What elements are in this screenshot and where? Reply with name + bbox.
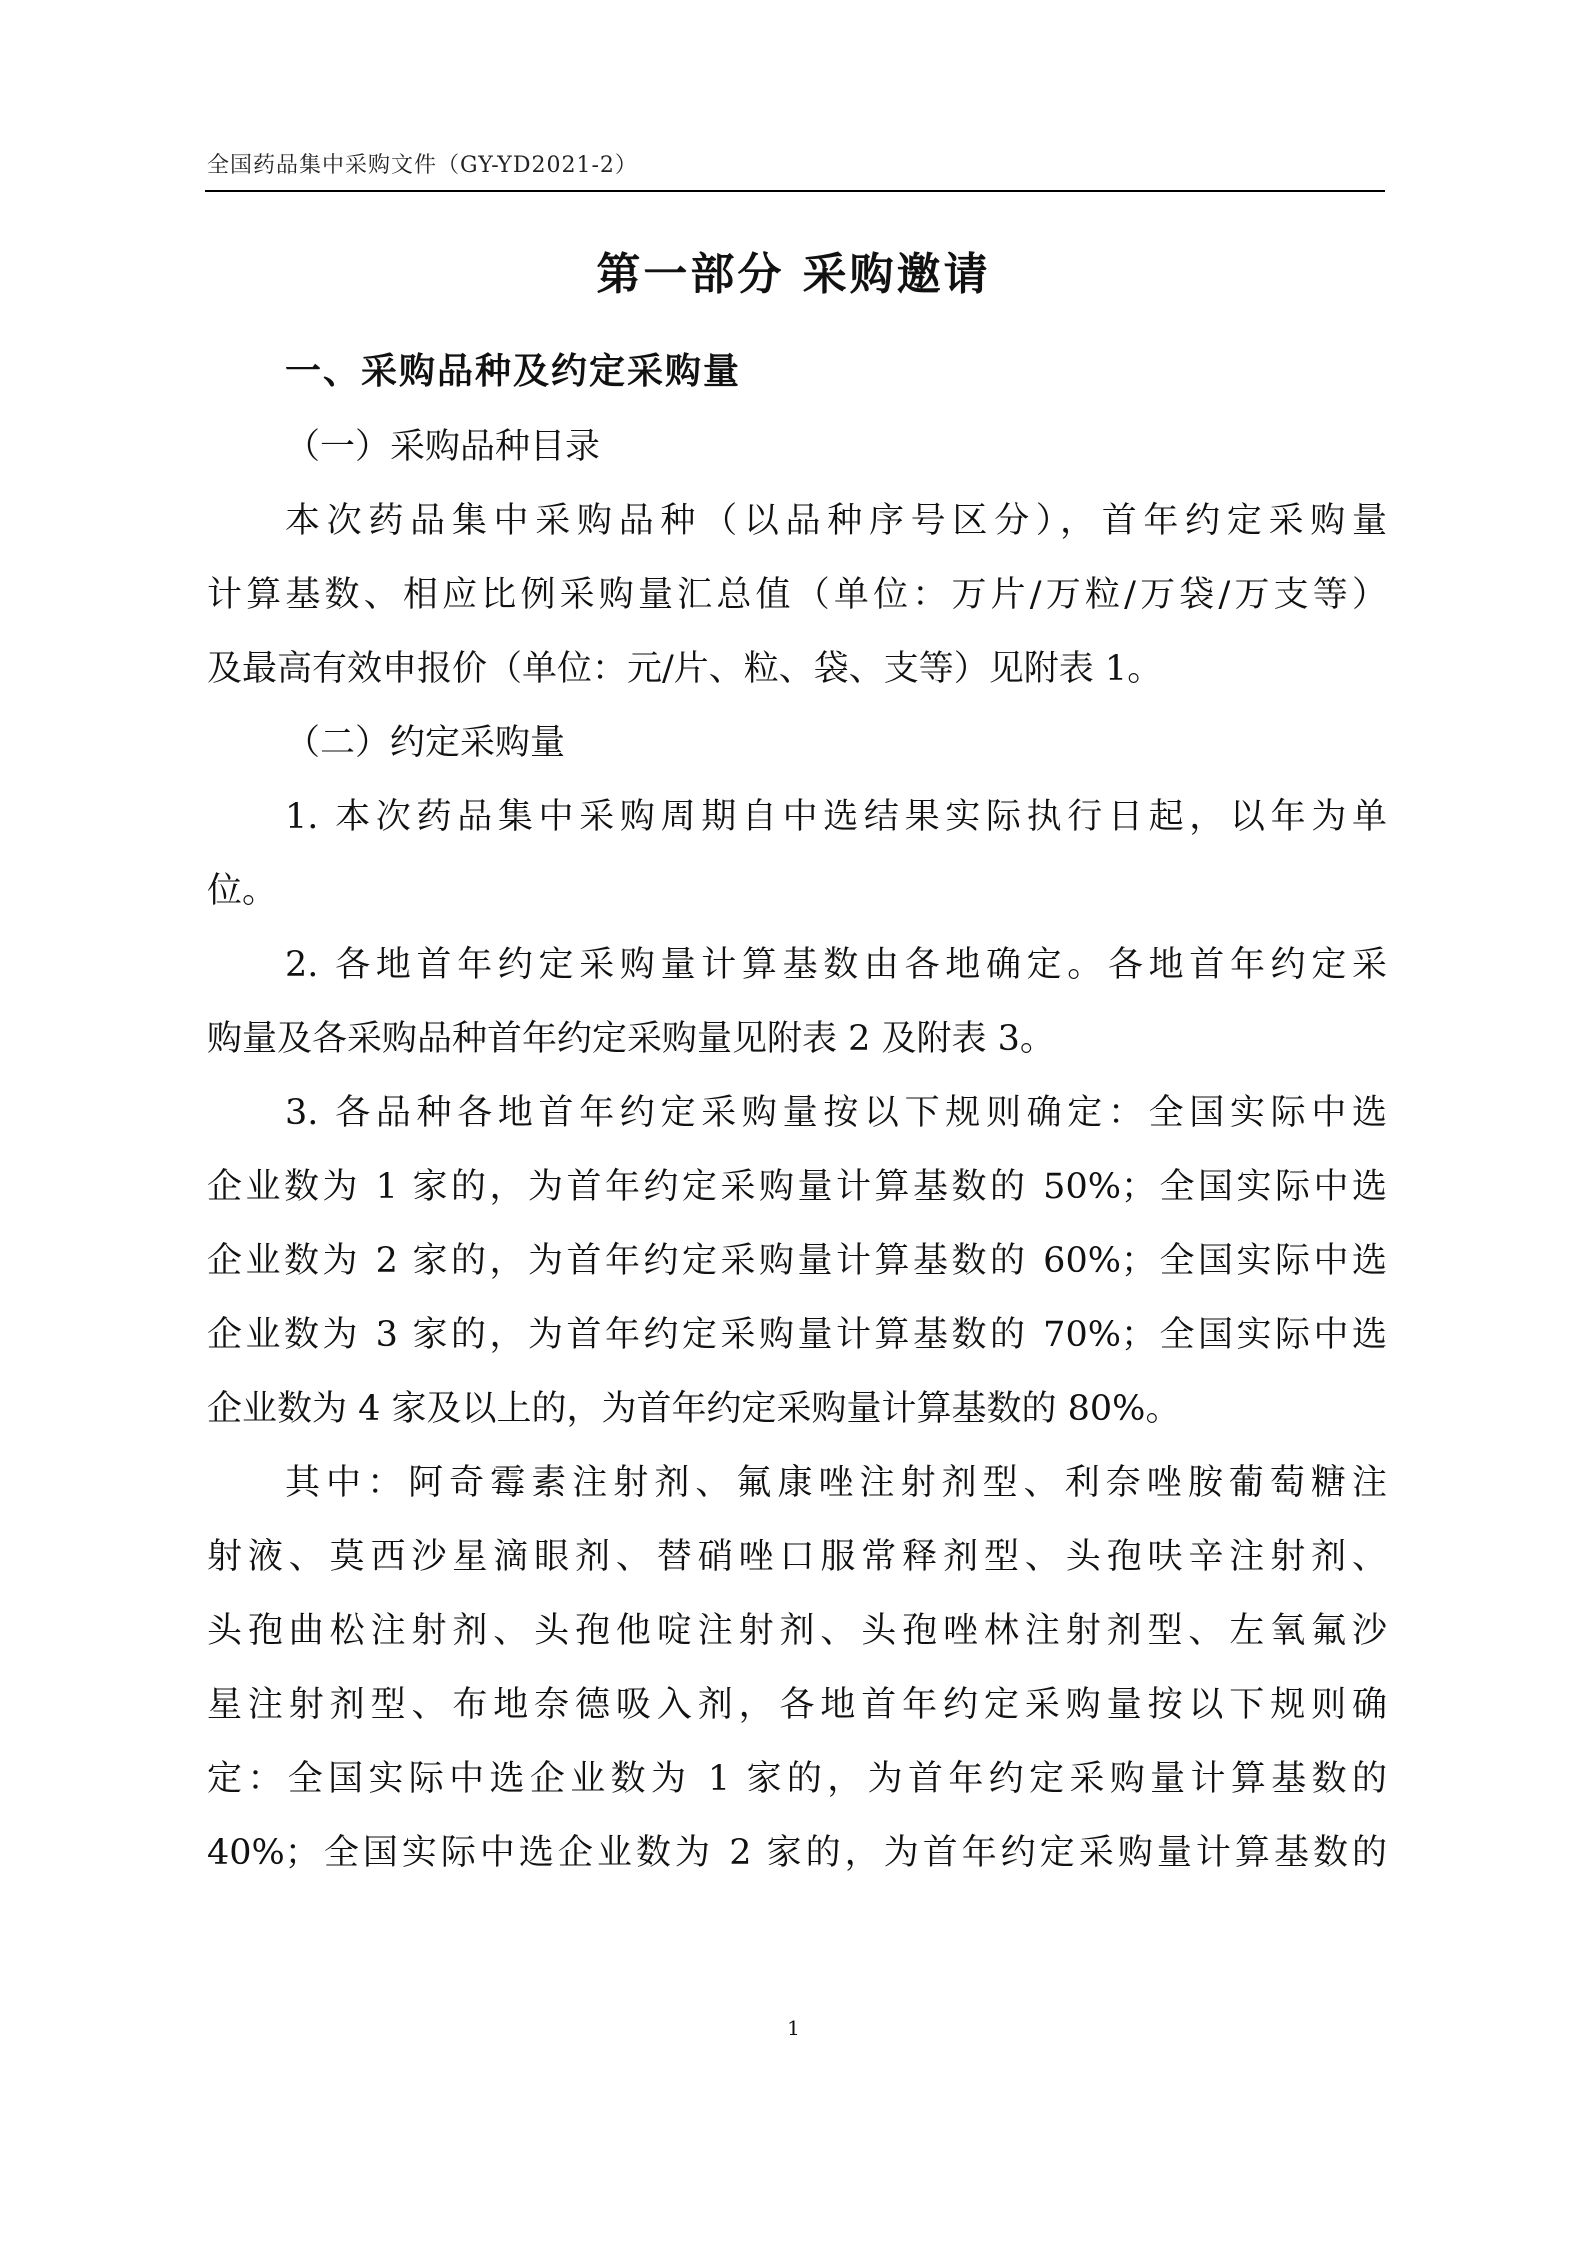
paragraph-line: 定：全国实际中选企业数为 1 家的，为首年约定采购量计算基数的 (207, 1759, 1387, 1799)
section-heading: 一、采购品种及约定采购量 (285, 351, 742, 392)
paragraph-line: 企业数为 1 家的，为首年约定采购量计算基数的 50%；全国实际中选 (207, 1167, 1387, 1207)
paragraph-line: 40%；全国实际中选企业数为 2 家的，为首年约定采购量计算基数的 (207, 1833, 1387, 1873)
paragraph-line: 2. 各地首年约定采购量计算基数由各地确定。各地首年约定采 (285, 945, 1387, 985)
paragraph-line: 星注射剂型、布地奈德吸入剂，各地首年约定采购量按以下规则确 (207, 1685, 1387, 1725)
paragraph-line: 头孢曲松注射剂、头孢他啶注射剂、头孢唑林注射剂型、左氧氟沙 (207, 1611, 1387, 1651)
paragraph-line: 企业数为 3 家的，为首年约定采购量计算基数的 70%；全国实际中选 (207, 1315, 1387, 1355)
paragraph-line: 企业数为 4 家及以上的，为首年约定采购量计算基数的 80%。 (207, 1389, 1181, 1429)
paragraph-line: 计算基数、相应比例采购量汇总值（单位：万片/万粒/万袋/万支等） (207, 575, 1387, 615)
paragraph-line: 购量及各采购品种首年约定采购量见附表 2 及附表 3。 (207, 1019, 1055, 1059)
paragraph-line: 及最高有效申报价（单位：元/片、粒、袋、支等）见附表 1。 (207, 649, 1163, 689)
running-header: 全国药品集中采购文件（GY-YD2021-2） (207, 153, 638, 178)
paragraph-line: 1. 本次药品集中采购周期自中选结果实际执行日起，以年为单 (285, 797, 1387, 837)
paragraph-line: 位。 (207, 871, 278, 911)
page-number: 1 (787, 2016, 800, 2040)
paragraph-line: 企业数为 2 家的，为首年约定采购量计算基数的 60%；全国实际中选 (207, 1241, 1387, 1281)
paragraph-line: 其中：阿奇霉素注射剂、氟康唑注射剂型、利奈唑胺葡萄糖注 (285, 1463, 1387, 1503)
paragraph-line: 本次药品集中采购品种（以品种序号区分），首年约定采购量 (285, 501, 1387, 541)
subsection-heading: （一）采购品种目录 (285, 427, 601, 467)
subsection-heading: （二）约定采购量 (285, 723, 566, 763)
paragraph-line: 射液、莫西沙星滴眼剂、替硝唑口服常释剂型、头孢呋辛注射剂、 (207, 1537, 1387, 1577)
header-divider (205, 190, 1385, 192)
paragraph-line: 3. 各品种各地首年约定采购量按以下规则确定：全国实际中选 (285, 1093, 1387, 1133)
page-title: 第一部分 采购邀请 (596, 249, 991, 300)
